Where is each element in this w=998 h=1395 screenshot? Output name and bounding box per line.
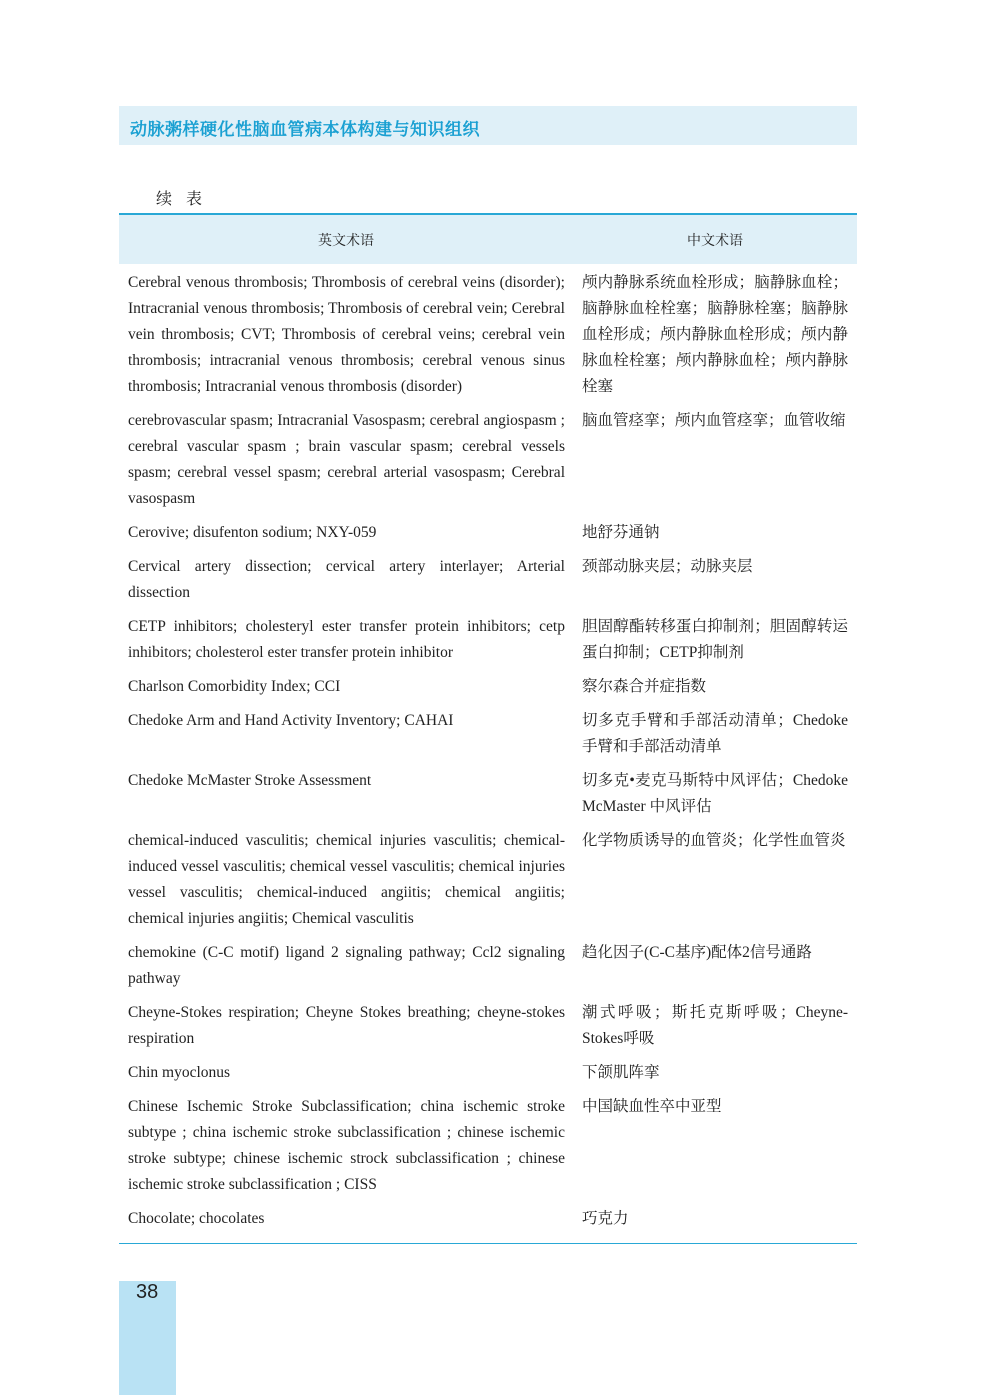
english-term-cell: Cheyne-Stokes respiration; Cheyne Stokes breathing; cheyne-stokes respiration: [128, 1004, 565, 1047]
table-row: [119, 1060, 857, 1094]
english-term-cell: Cervical artery dissection; cervical artery interlayer; Arterial dissection: [128, 558, 565, 601]
table-row: [119, 614, 857, 674]
english-term-cell: Chin myoclonus: [128, 1064, 231, 1081]
page-number: 38: [136, 1281, 159, 1303]
chinese-term-cell: 胆固醇酯转移蛋白抑制剂；胆固醇转运蛋白抑制；CETP抑制剂: [582, 618, 848, 661]
chinese-term-cell: 察尔森合并症指数: [582, 678, 707, 695]
chinese-term-cell: 下颌肌阵挛: [582, 1064, 660, 1081]
terms-table: [119, 213, 857, 1244]
column-header-english: 英文术语: [318, 232, 374, 249]
chinese-term-cell: 颅内静脉系统血栓形成；脑静脉血栓；脑静脉血栓栓塞；脑静脉栓塞；脑静脉血栓形成；颅内静脉血栓形成；颅内静脉血栓栓塞；颅内静脉血栓；颅内静脉栓塞: [582, 274, 848, 395]
table-row: [119, 270, 857, 408]
english-term-cell: Chedoke Arm and Hand Activity Inventory; CAHAI: [128, 712, 454, 729]
table-row: [119, 768, 857, 828]
table-row: [119, 1206, 857, 1240]
table-body: [119, 264, 857, 1243]
english-term-cell: Chedoke McMaster Stroke Assessment: [128, 772, 372, 789]
table-row: [119, 674, 857, 708]
table-row: [119, 554, 857, 614]
english-term-cell: Chinese Ischemic Stroke Subclassification; china ischemic stroke subtype ; china ischemic stroke subclassification ; chinese ischemic stroke subtype; chinese ischemic strock subclassification ; chinese ischemic stroke subclassification ; CISS: [128, 1098, 565, 1193]
chinese-term-cell: 颈部动脉夹层；动脉夹层: [582, 558, 753, 575]
table-row: [119, 408, 857, 520]
chinese-term-cell: 潮式呼吸；斯托克斯呼吸；Cheyne-Stokes呼吸: [582, 1004, 848, 1047]
english-term-cell: Chocolate; chocolates: [128, 1210, 265, 1227]
chinese-term-cell: 中国缺血性卒中亚型: [582, 1098, 722, 1115]
table-row: [119, 1000, 857, 1060]
column-header-chinese: 中文术语: [687, 232, 743, 249]
continued-table-label: 续表: [156, 189, 217, 208]
table-row: [119, 1094, 857, 1206]
table-row: [119, 520, 857, 554]
chinese-term-cell: 脑血管痉挛；颅内血管痉挛；血管收缩: [582, 412, 846, 429]
table-row: [119, 940, 857, 1000]
english-term-cell: chemokine (C-C motif) ligand 2 signaling pathway; Ccl2 signaling pathway: [128, 944, 565, 987]
chinese-term-cell: 巧克力: [582, 1210, 629, 1227]
chinese-term-cell: 化学物质诱导的血管炎；化学性血管炎: [582, 832, 846, 849]
running-header-title: 动脉粥样硬化性脑血管病本体构建与知识组织: [130, 120, 480, 140]
english-term-cell: CETP inhibitors; cholesteryl ester transfer protein inhibitors; cetp inhibitors; cholesterol ester transfer protein inhibitor: [128, 618, 565, 661]
table-row: [119, 828, 857, 940]
english-term-cell: Cerebral venous thrombosis; Thrombosis of cerebral veins (disorder); Intracranial venous thrombosis; Thrombosis of cerebral vein; Cerebral vein thrombosis; CVT; Thrombosis of cerebral veins; cerebral vein thrombosis; intracranial venous thrombosis; cerebral venous sinus thrombosis; Intracranial venous thrombosis (disorder): [128, 274, 565, 395]
chinese-term-cell: 地舒芬通钠: [582, 524, 660, 541]
english-term-cell: cerebrovascular spasm; Intracranial Vasospasm; cerebral angiospasm ; cerebral vascular spasm ; brain vascular spasm; cerebral vessels spasm; cerebral vessel spasm; cerebral arterial vasospasm; Cerebral vasospasm: [128, 412, 565, 507]
english-term-cell: Cerovive; disufenton sodium; NXY-059: [128, 524, 377, 541]
table-header: [119, 215, 857, 264]
chinese-term-cell: 趋化因子(C-C基序)配体2信号通路: [582, 944, 812, 961]
chinese-term-cell: 切多克•麦克马斯特中风评估；Chedoke McMaster 中风评估: [582, 772, 848, 815]
english-term-cell: chemical-induced vasculitis; chemical injuries vasculitis; chemical-induced vessel vasculitis; chemical vessel vasculitis; chemical injuries vessel vasculitis; chemical-induced angiitis; chemical angiitis; chemical injuries angiitis; Chemical vasculitis: [128, 832, 565, 927]
english-term-cell: Charlson Comorbidity Index; CCI: [128, 678, 341, 695]
table-row: [119, 708, 857, 768]
chinese-term-cell: 切多克手臂和手部活动清单；Chedoke手臂和手部活动清单: [582, 712, 848, 755]
